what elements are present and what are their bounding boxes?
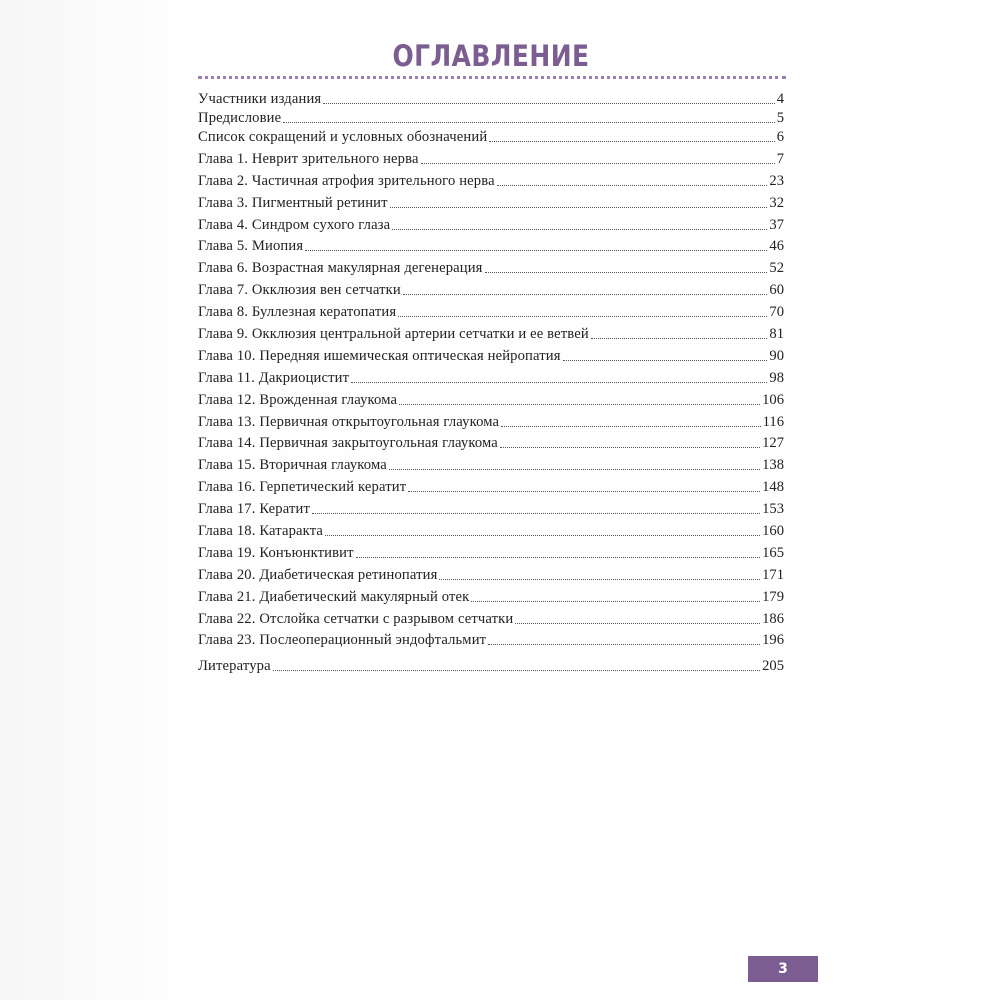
toc-entry-page: 165 [762, 544, 784, 561]
toc-entry[interactable] [198, 343, 784, 365]
toc-entry[interactable] [198, 606, 784, 628]
toc-dot-leader [501, 426, 760, 427]
toc-entry-page: 160 [762, 523, 784, 540]
toc-entry[interactable] [198, 452, 784, 474]
toc-dot-leader [283, 122, 774, 123]
toc-entry-title: Глава 18. Катаракта [198, 523, 324, 540]
toc-dot-leader [325, 535, 760, 536]
toc-entry[interactable] [198, 321, 784, 343]
toc-entry-title: Глава 14. Первичная закрытоугольная глаукома [198, 435, 498, 452]
table-of-contents [198, 89, 784, 675]
toc-entry-page: 7 [776, 150, 784, 167]
toc-entry-title: Глава 4. Синдром сухого глаза [198, 216, 391, 233]
toc-entry-title: Глава 13. Первичная открытоугольная глаукома [198, 413, 500, 430]
page-number-tab: 3 [748, 956, 818, 982]
toc-entry[interactable] [198, 277, 784, 299]
toc-entry-page: 32 [769, 194, 784, 211]
toc-entry[interactable] [198, 127, 784, 146]
toc-entry-title: Глава 15. Вторичная глаукома [198, 457, 387, 474]
toc-dot-leader [485, 272, 768, 273]
toc-entry[interactable] [198, 518, 784, 540]
toc-dot-leader [398, 316, 767, 317]
toc-dot-leader [389, 469, 760, 470]
toc-entry-page: 6 [776, 129, 784, 145]
toc-entry-title: Список сокращений и условных обозначений [198, 129, 488, 145]
toc-entry-page: 4 [776, 91, 784, 107]
toc-entry-title: Глава 21. Диабетический макулярный отек [198, 588, 470, 605]
toc-entry-page: 127 [762, 435, 784, 452]
toc-entry-page: 106 [762, 391, 784, 408]
toc-dot-leader [390, 207, 768, 208]
toc-dot-leader [515, 623, 760, 624]
toc-dot-leader [497, 185, 768, 186]
toc-dot-leader [305, 250, 767, 251]
toc-dot-leader [351, 382, 767, 383]
toc-entry-page: 138 [762, 457, 784, 474]
toc-dot-leader [471, 601, 760, 602]
toc-entry[interactable] [198, 409, 784, 431]
toc-dot-leader [323, 103, 774, 104]
toc-entry-page: 186 [762, 610, 784, 627]
toc-entry-page: 23 [769, 172, 784, 189]
toc-entry-page: 148 [762, 479, 784, 496]
toc-entry-title: Участники издания [198, 91, 322, 107]
page-title: ОГЛАВЛЕНИЕ [392, 39, 590, 73]
toc-entry[interactable] [198, 168, 784, 190]
toc-dot-leader [563, 360, 768, 361]
toc-entry-title: Глава 20. Диабетическая ретинопатия [198, 566, 438, 583]
toc-entry[interactable] [198, 496, 784, 518]
toc-entry-title: Глава 22. Отслойка сетчатки с разрывом сетчатки [198, 610, 514, 627]
toc-entry-page: 171 [762, 566, 784, 583]
toc-entry-title: Глава 12. Врожденная глаукома [198, 391, 398, 408]
toc-entry-title: Глава 11. Дакриоцистит [198, 369, 350, 386]
toc-entry-page: 153 [762, 501, 784, 518]
toc-entry-page: 196 [762, 632, 784, 649]
spine-shadow [0, 0, 180, 1000]
toc-dot-leader [312, 513, 760, 514]
toc-dot-leader [403, 294, 768, 295]
toc-entry-page: 116 [762, 413, 784, 430]
toc-entry[interactable] [198, 108, 784, 127]
toc-dot-leader [273, 670, 760, 671]
toc-dot-leader [488, 644, 760, 645]
toc-entry-title: Глава 10. Передняя ишемическая оптическая нейропатия [198, 347, 561, 364]
toc-entry-page: 179 [762, 588, 784, 605]
toc-entry-title: Глава 19. Конъюнктивит [198, 544, 354, 561]
toc-entry-title: Глава 17. Кератит [198, 501, 310, 518]
toc-entry[interactable] [198, 431, 784, 453]
toc-entry[interactable] [198, 474, 784, 496]
toc-entry-page: 90 [769, 347, 784, 364]
toc-entry[interactable] [198, 299, 784, 321]
toc-dot-leader [356, 557, 760, 558]
toc-entry[interactable] [198, 387, 784, 409]
toc-entry[interactable] [198, 562, 784, 584]
toc-entry[interactable] [198, 255, 784, 277]
toc-entry-page: 46 [769, 238, 784, 255]
toc-dot-leader [408, 491, 760, 492]
toc-entry-title: Глава 16. Герпетический кератит [198, 479, 407, 496]
toc-entry[interactable] [198, 190, 784, 212]
toc-entry-page: 98 [769, 369, 784, 386]
toc-dot-leader [591, 338, 768, 339]
toc-entry[interactable] [198, 234, 784, 256]
toc-entry-page: 205 [762, 658, 784, 675]
toc-entry[interactable] [198, 653, 784, 675]
toc-dot-leader [439, 579, 760, 580]
toc-entry[interactable] [198, 212, 784, 234]
toc-entry-title: Глава 6. Возрастная макулярная дегенерация [198, 260, 483, 277]
toc-entry-title: Глава 23. Послеоперационный эндофтальмит [198, 632, 487, 649]
toc-entry-title: Глава 8. Буллезная кератопатия [198, 304, 397, 321]
toc-entry-title: Глава 1. Неврит зрительного нерва [198, 150, 419, 167]
toc-entry-page: 37 [769, 216, 784, 233]
toc-entry-title: Глава 3. Пигментный ретинит [198, 194, 388, 211]
toc-entry[interactable] [198, 540, 784, 562]
toc-dot-leader [500, 447, 760, 448]
toc-entry-title: Предисловие [198, 110, 282, 126]
toc-entry-title: Литература [198, 658, 271, 675]
toc-dot-leader [489, 141, 774, 142]
toc-entry[interactable] [198, 628, 784, 650]
toc-entry-title: Глава 9. Окклюзия центральной артерии сетчатки и ее ветвей [198, 326, 589, 343]
toc-dot-leader [392, 229, 767, 230]
toc-entry[interactable] [198, 584, 784, 606]
toc-entry-page: 70 [769, 304, 784, 321]
toc-entry[interactable] [198, 146, 784, 168]
toc-dot-leader [421, 163, 775, 164]
toc-entry-title: Глава 2. Частичная атрофия зрительного нерва [198, 172, 495, 189]
toc-entry-page: 52 [769, 260, 784, 277]
toc-dot-leader [399, 404, 760, 405]
toc-entry-page: 60 [769, 282, 784, 299]
toc-entry[interactable] [198, 89, 784, 108]
toc-entry-page: 81 [769, 326, 784, 343]
toc-entry[interactable] [198, 365, 784, 387]
toc-entry-page: 5 [776, 110, 784, 126]
toc-entry-title: Глава 5. Миопия [198, 238, 304, 255]
toc-entry-title: Глава 7. Окклюзия вен сетчатки [198, 282, 401, 299]
title-divider [198, 76, 786, 79]
